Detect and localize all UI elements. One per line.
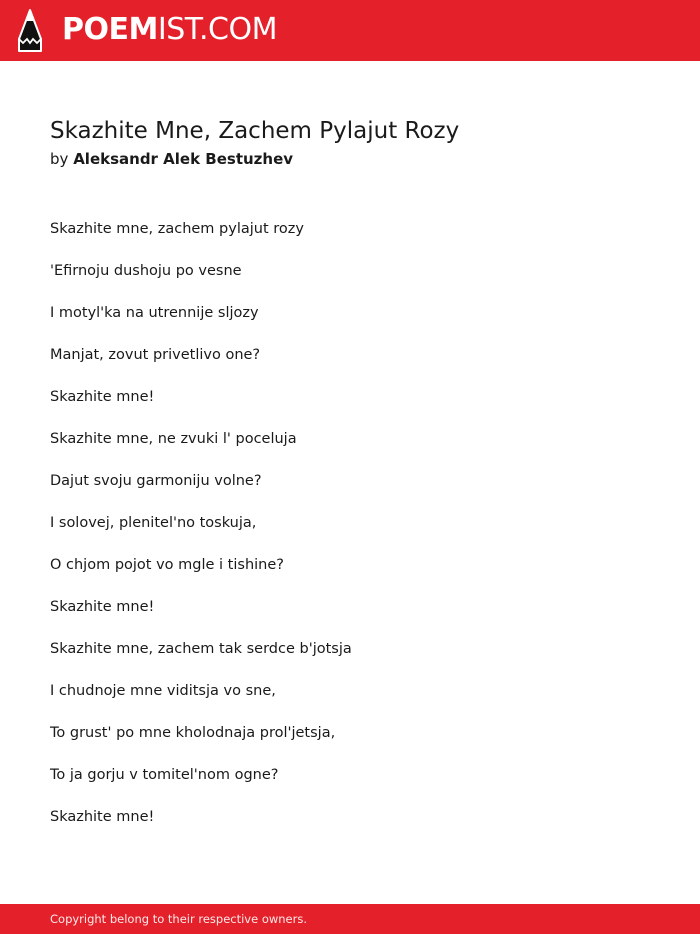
poem-line: I solovej, plenitel'no toskuja, xyxy=(50,515,257,531)
poem-line: Skazhite mne! xyxy=(50,599,155,615)
poem-line: Skazhite mne, ne zvuki l' poceluja xyxy=(50,431,297,447)
poem-line: O chjom pojot vo mgle i tishine? xyxy=(50,557,284,573)
brand-bold: POEM xyxy=(62,12,158,47)
author-name[interactable]: Aleksandr Alek Bestuzhev xyxy=(73,150,294,168)
poem-line: 'Efirnoju dushoju po vesne xyxy=(50,263,242,279)
brand-logo[interactable] xyxy=(62,11,277,49)
poem-line: I motyl'ka na utrennije sljozy xyxy=(50,305,259,321)
poem-line: Skazhite mne! xyxy=(50,809,155,825)
poem-line: Skazhite mne! xyxy=(50,389,155,405)
byline xyxy=(50,149,293,169)
poem-line: Manjat, zovut privetlivo one? xyxy=(50,347,261,363)
poem-line: I chudnoje mne viditsja vo sne, xyxy=(50,683,276,699)
site-header xyxy=(0,0,700,61)
copyright-text: Copyright belong to their respective owners. xyxy=(50,912,308,926)
brand-light: IST.COM xyxy=(157,12,277,47)
poem-body xyxy=(50,219,352,849)
poem-line: To ja gorju v tomitel'nom ogne? xyxy=(50,767,279,783)
site-footer xyxy=(0,904,700,934)
poem-line: Skazhite mne, zachem pylajut rozy xyxy=(50,221,304,237)
poem-line: Skazhite mne, zachem tak serdce b'jotsja xyxy=(50,641,352,657)
poem-line: To grust' po mne kholodnaja prol'jetsja, xyxy=(50,725,336,741)
poem-line: Dajut svoju garmoniju volne? xyxy=(50,473,262,489)
poem-title: Skazhite Mne, Zachem Pylajut Rozy xyxy=(50,118,460,144)
by-label: by xyxy=(50,150,69,168)
